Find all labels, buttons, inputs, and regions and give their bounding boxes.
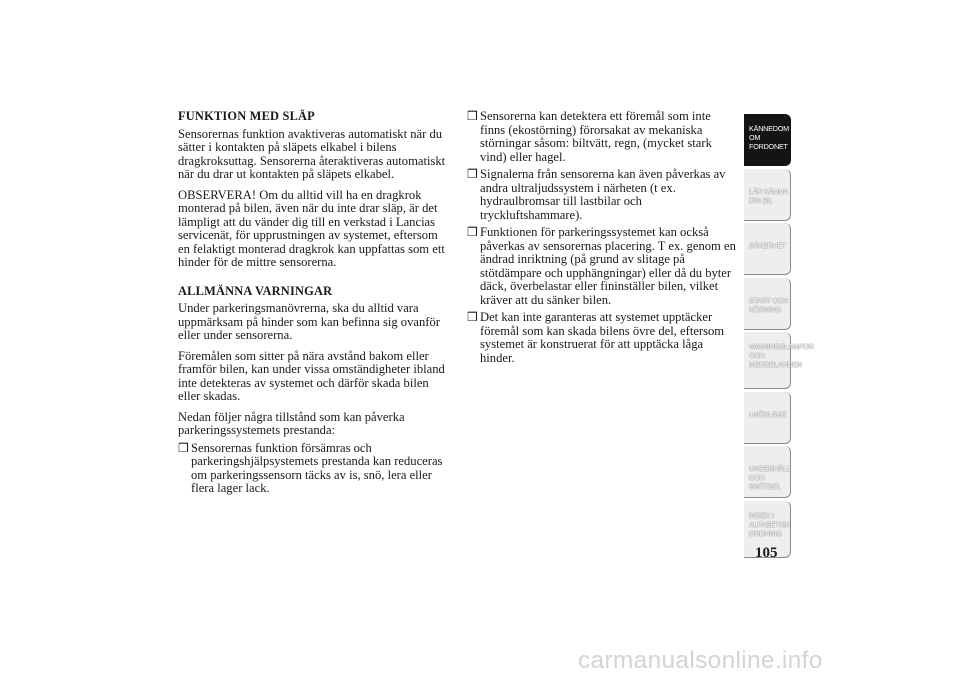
checkbox-bullet-icon: ❒ [467,310,478,324]
list-item [467,168,739,222]
checkbox-bullet-icon: ❒ [178,440,189,455]
tab-varningslampor[interactable]: VARNINGSLAMPOR OCH MEDDELANDEN [744,332,791,389]
tab-start-och-korning[interactable]: START OCH KÖRNING [744,278,791,330]
watermark: carmanualsonline.info [578,647,823,674]
tab-sakerhet[interactable]: SÄKERHET [744,223,791,275]
checkbox-bullet-icon: ❒ [467,109,478,123]
paragraph: Föremålen som sitter på nära avstånd bakom eller framför bilen, kan under vissa omständigheter ibland inte detekteras av systemet och därför skada bilen eller skadas. [178,348,445,403]
tab-lar-kanna-din-bil[interactable]: LÄR KÄNNA DIN BIL [744,169,791,221]
tab-i-nodlage[interactable]: I NÖDLÄGE [744,392,791,444]
tab-index[interactable]: INDEX I ALFABETISK ORDNING [744,501,791,558]
list-item [467,311,739,365]
heading-trailer-function: FUNKTION MED SLÄP [178,109,315,123]
list-item-text: Funktionen för parkeringssystemet kan också påverkas av sensorernas placering. T ex. genom en ändrad inriktning (på grund av slitage på stötdämpare och upphängningar) eller då du byter däck, överbelastar eller fininställer bilen, vilket kräver att du sänker bilen. [480,225,736,307]
paragraph: Under parkeringsmanövrerna, ska du alltid vara uppmärksam på hinder som kan befinna sig ovanför eller under sensorerna. [178,301,440,342]
checkbox-bullet-icon: ❒ [467,167,478,181]
heading-general-warnings: ALLMÄNNA VARNINGAR [178,283,333,298]
list-item [178,442,446,496]
paragraph-note: OBSERVERA! Om du alltid vill ha en dragkrok monterad på bilen, även när du inte drar släp, är det lämpligt att du vänder dig till en verkstad i Lancias servicenät, för upprustningen av systemet, eftersom en felaktigt monterad dragkrok kan uppfattas som ett hinder för de mittre sensorerna. [178,187,445,269]
list-item-text: Det kan inte garanteras att systemet upptäcker föremål som kan skada bilens övre del, eftersom systemet är konstruerat för att upptäcka låga hinder. [480,310,725,365]
paragraph: Sensorernas funktion avaktiveras automatiskt när du sätter i kontakten på släpets elkabel i bilens dragkroksuttag. Sensorerna återaktiveras automatiskt när du drar ut kontakten på släpets elkabel. [178,126,446,181]
right-column [467,110,739,369]
paragraph: Nedan följer några tillstånd som kan påverka parkeringssystemets prestanda: [178,409,405,437]
list-item-text: Sensorernas funktion försämras och parkeringshjälpsystemets prestanda kan reduceras om parkeringssensorn täcks av is, snö, lera eller flera lager lack. [191,440,443,495]
list-item [467,110,739,164]
list-item-text: Signalerna från sensorerna kan även påverkas av andra ultraljudssystem i närheten (t ex. hydraulbromsar till lastbilar och tryckluftshammare). [480,167,726,222]
tab-underhall-och-skotsel[interactable]: UNDERHÅLL OCH SKÖTSEL [744,446,791,498]
list-item [467,226,739,307]
checkbox-bullet-icon: ❒ [467,225,478,239]
chapter-tabs [744,114,814,560]
list-item-text: Sensorerna kan detektera ett föremål som inte finns (ekostörning) förorsakat av mekaniska störningar såsom: biltvätt, regn, (mycket stark vind) eller hagel. [480,109,712,164]
left-column [178,110,446,500]
tab-kannedom-om-fordonet[interactable]: KÄNNEDOM OM FORDONET [744,114,791,166]
page-number: 105 [755,545,778,561]
